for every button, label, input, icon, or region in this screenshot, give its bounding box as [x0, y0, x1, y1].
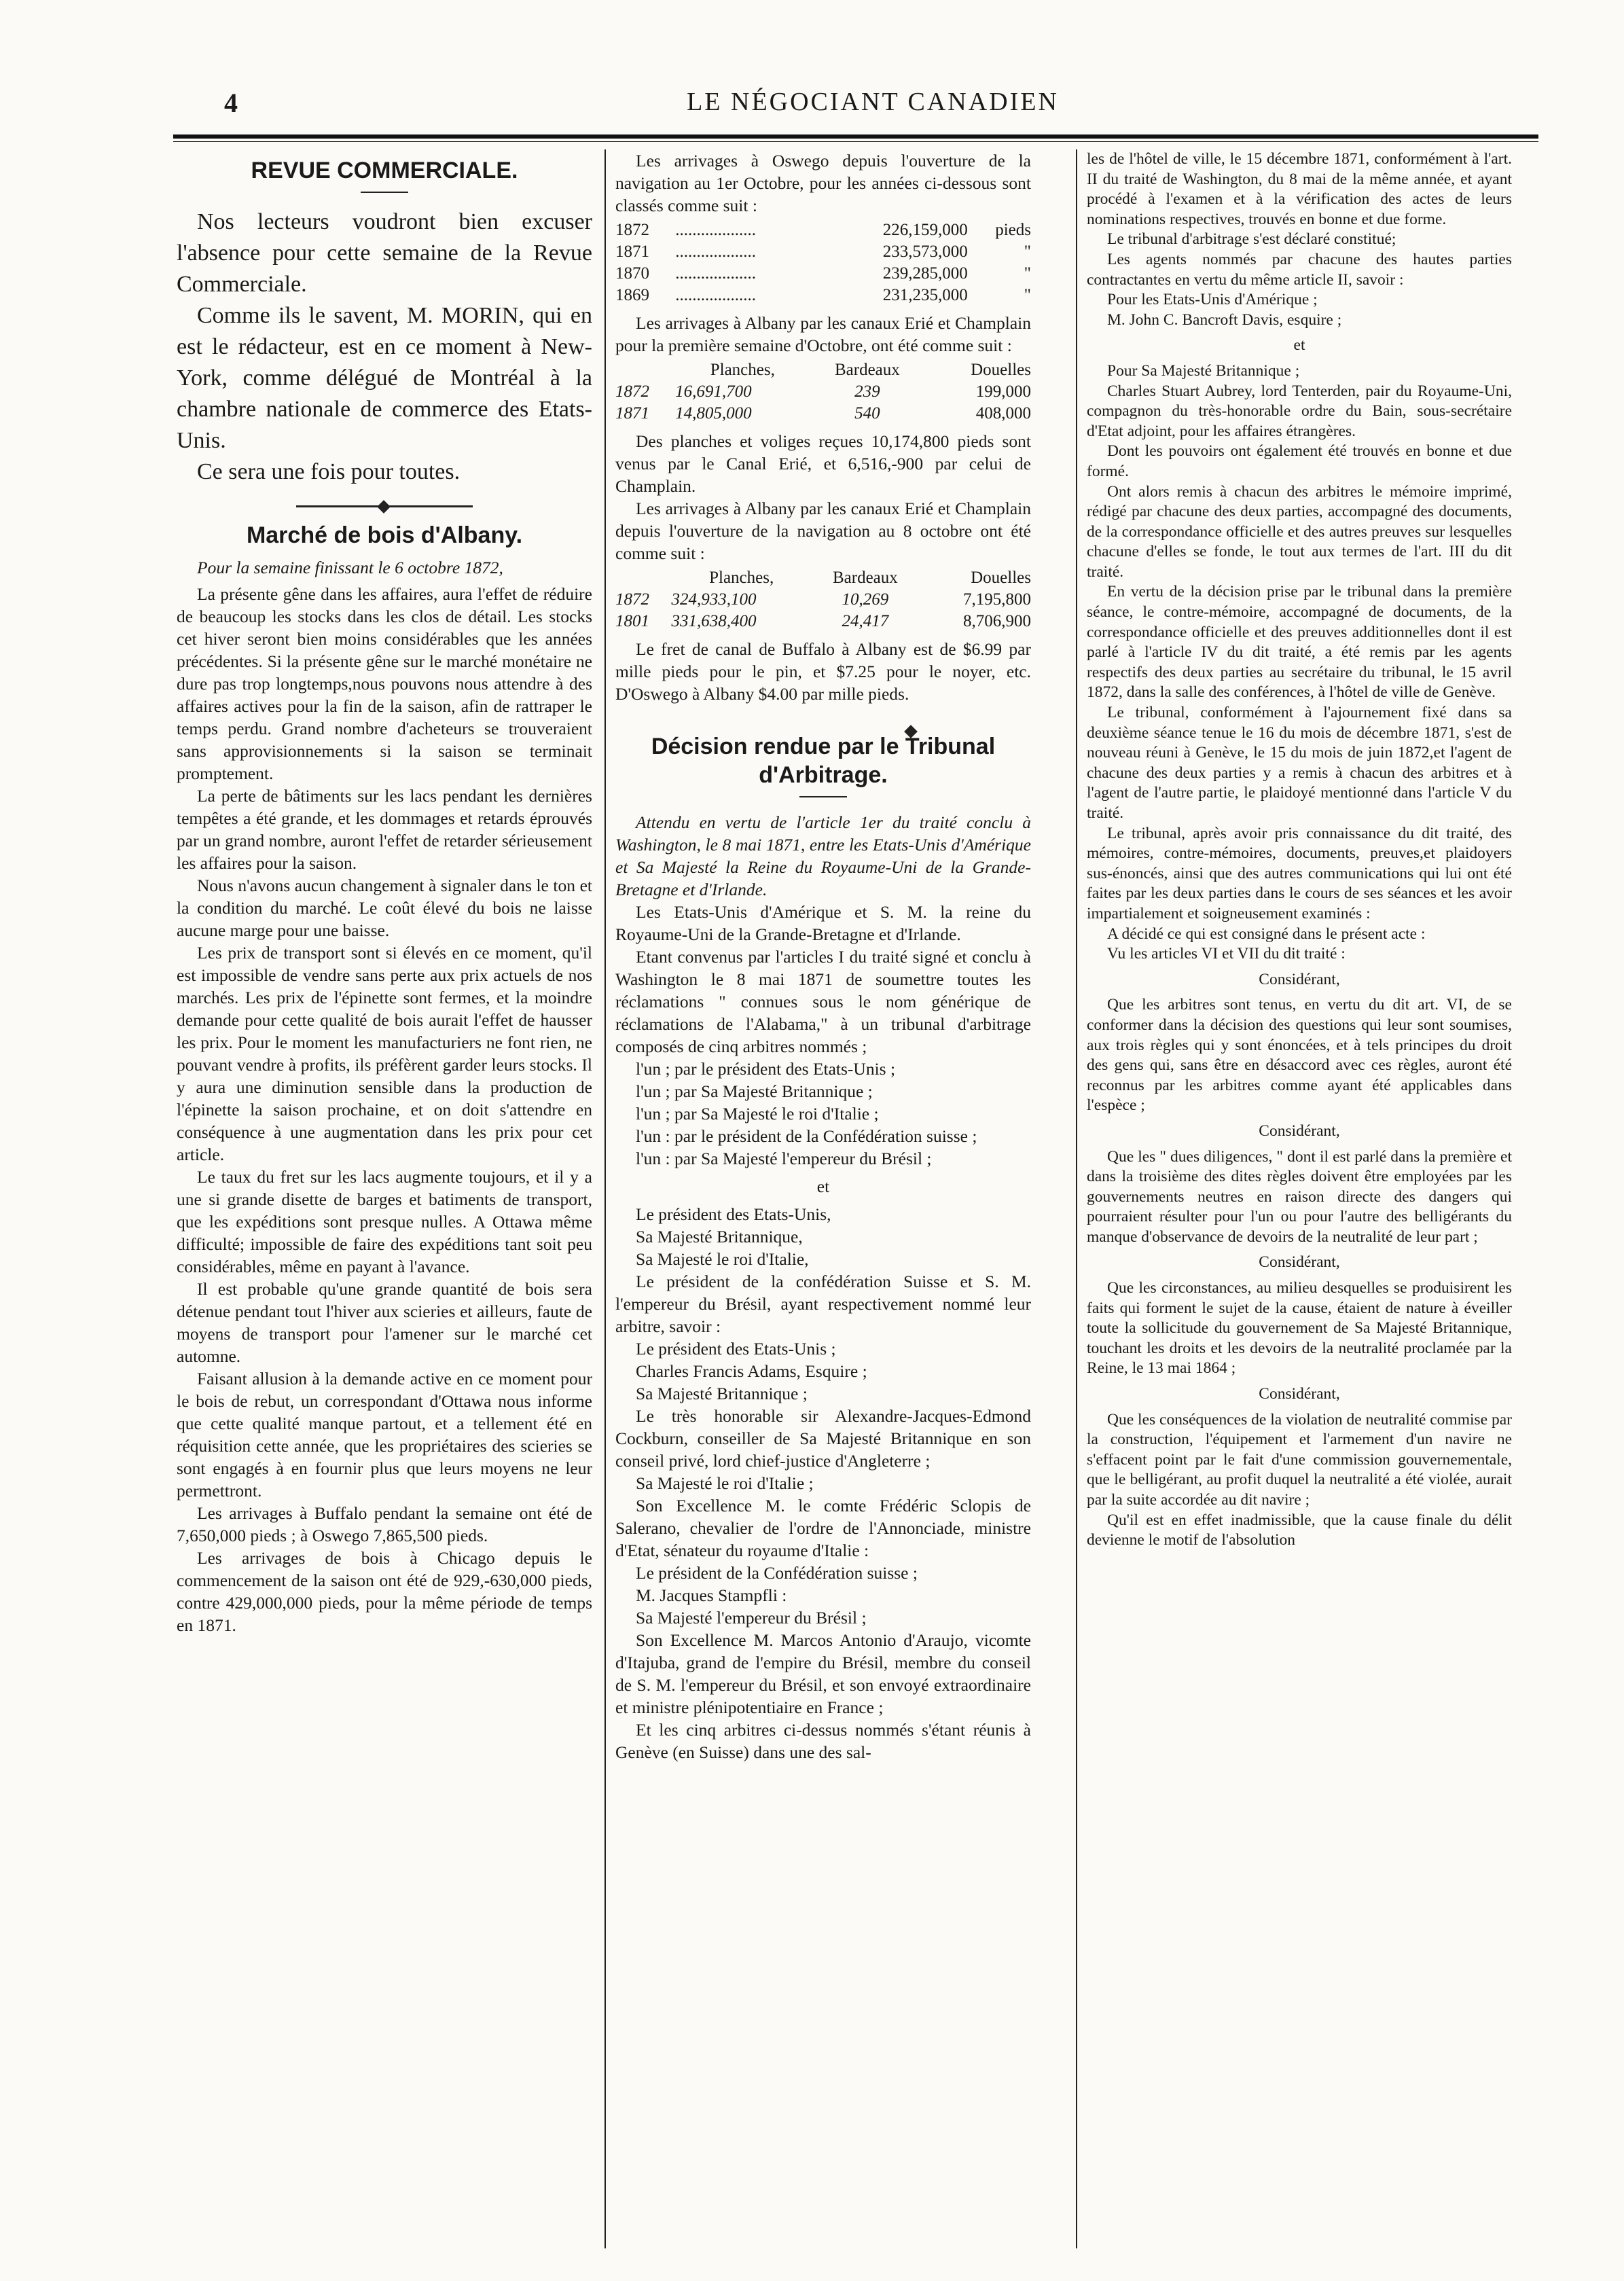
article-paragraph: Charles Stuart Aubrey, lord Tenterden, pair du Royaume-Uni, compagnon du très-honorable ordre du Bain, sous-secrétaire d'Etat adjoint, pour les affaires étrangères.	[1087, 382, 1512, 440]
marche-title: Marché de bois d'Albany.	[246, 522, 523, 548]
fret-paragraph: Le fret de canal de Buffalo à Albany est de $6.99 par mille pieds pour le pin, et $7.25 pour le noyer, etc. D'Oswego à Albany $4.00 par mille pieds.	[615, 639, 1031, 704]
article-paragraph: Qu'il est en effet inadmissible, que la cause finale du délit devienne le motif de l'absolution	[1087, 1511, 1512, 1549]
albany-week-intro: Les arrivages à Albany par les canaux Erié et Champlain pour la première semaine d'Octobre, ont été comme suit :	[615, 313, 1031, 355]
article-paragraph: Nous n'avons aucun changement à signaler dans le ton et la condition du marché. Le coût élevé du bois ne laisse aucune marge pour une baisse.	[177, 876, 592, 940]
table-cell: 14,805,000	[675, 404, 752, 423]
list-item: Charles Francis Adams, Esquire ;	[636, 1361, 867, 1381]
article-paragraph: Ont alors remis à chacun des arbitres le mémoire imprimé, rédigé par chacune des deux parties, accompagné des documents, de la correspondance officielle et des autres preuves sur lesquelles chacune d'elles se fonde, le tout aux termes de l'art. III du dit traité.	[1087, 482, 1512, 581]
article-paragraph: Il est probable qu'une grande quantité de bois sera détenue pendant tout l'hiver aux scieries et ailleurs, faute de moyens de transport pour l'amener sur le marché cet automne.	[177, 1279, 592, 1366]
revue-paragraph: Comme ils le savent, M. MORIN, qui en est le rédacteur, est en ce moment à New-York, comme délégué de Montréal à la chambre nationale de commerce des Etats-Unis.	[177, 303, 592, 453]
article-paragraph: Sa Majesté l'empereur du Brésil ;	[636, 1608, 867, 1628]
decision-title: Décision rendue par le Tribunal	[651, 734, 996, 759]
table-header-row	[615, 359, 1031, 381]
table-row	[615, 219, 1031, 241]
article-paragraph: M. John C. Bancroft Davis, esquire ;	[1107, 310, 1342, 329]
albany-week-table	[615, 359, 1031, 425]
article-paragraph: Faisant allusion à la demande active en ce moment pour le bois de rebut, un correspondant d'Ottawa nous informe que cette qualité manque partout, et a tellement été en réquisition cette année, que les propriétaires des scieries se sont engagés à en fournir plus que leurs moyens ne leur permettront.	[177, 1369, 592, 1501]
albany-season-intro: Les arrivages à Albany par les canaux Erié et Champlain depuis l'ouverture de la navigation au 8 octobre ont été comme suit :	[615, 499, 1031, 563]
list-item: l'un ; par Sa Majesté le roi d'Italie ;	[636, 1104, 879, 1124]
list-item: Le président des Etats-Unis ;	[636, 1339, 836, 1359]
article-paragraph: Que les conséquences de la violation de neutralité commise par la construction, l'équipement et l'armement d'un navire ne s'effacent point par le fait d'une commission gouvernementale, que le belligérant, au profit duquel la neutralité a été violée, aurait par la suite accordée au dit navire ;	[1087, 1410, 1512, 1509]
table-cell: 1872	[615, 221, 649, 239]
article-paragraph: Le taux du fret sur les lacs augmente toujours, et il y a une si grande disette de barges et batiments de transport, que les expéditions sont presque nulles. A Ottawa même difficulté; impossible de faire des expéditions tant soit peu considérables, même en payant à l'avance.	[177, 1167, 592, 1276]
table-cell: 231,235,000	[882, 286, 968, 304]
page-number: 4	[224, 88, 238, 118]
article-paragraph: Que les " dues diligences, " dont il est parlé dans la première et dans la troisième des dites règles doivent être employées par les gouvernements neutres en raison directe des dangers qui pourraient résulter pour l'un ou pour l'autre des belligérants du manque d'observance de devoirs de la neutralité de leur part ;	[1087, 1147, 1512, 1246]
article-paragraph: Et les cinq arbitres ci-dessus nommés s'étant réunis à Genève (en Suisse) dans une des sal-	[615, 1720, 1031, 1762]
page-header	[224, 87, 1521, 128]
table-row	[615, 241, 1031, 263]
list-item: l'un ; par Sa Majesté Britannique ;	[636, 1081, 873, 1101]
list-item: Sa Majesté Britannique,	[636, 1227, 803, 1246]
header-rule	[173, 134, 1538, 139]
oswego-table	[615, 219, 1031, 306]
conjunction: et	[816, 1177, 830, 1196]
article-paragraph: M. Jacques Stampfli :	[636, 1585, 787, 1605]
table-row	[615, 381, 1031, 403]
table-header: Planches,	[709, 569, 774, 587]
header-rule-thin	[173, 141, 1538, 142]
article-paragraph: Le président de la Confédération suisse ;	[636, 1563, 918, 1583]
article-paragraph: Le tribunal, conformément à l'ajournement fixé dans sa deuxième séance tenue le 16 du mois de décembre 1871, s'est de nouveau réuni à Genève, le 15 du mois de juin 1872,et l'agent de chacune des deux parties y a remis à chacun des arbitres et à l'agent de l'autre partie, le plaidoyé mentionné dans l'article V du traité.	[1087, 704, 1512, 822]
table-row	[615, 403, 1031, 425]
table-cell: 226,159,000	[882, 221, 968, 239]
column-rule	[1076, 149, 1077, 2248]
list-item: Sa Majesté Britannique ;	[636, 1384, 808, 1403]
article-paragraph: Sa Majesté le roi d'Italie ;	[636, 1473, 814, 1493]
table-cell: 7,195,800	[963, 590, 1031, 609]
article-paragraph: Les agents nommés par chacune des hautes parties contractantes en vertu du même article II, savoir :	[1087, 250, 1512, 289]
planches-paragraph: Des planches et voliges reçues 10,174,800 pieds sont venus par le Canal Erié, et 6,516,-900 par celui de Champlain.	[615, 431, 1031, 496]
table-cell: ...................	[675, 286, 757, 304]
list-item: Sa Majesté le roi d'Italie,	[636, 1249, 809, 1269]
article-paragraph: Que les arbitres sont tenus, en vertu du dit art. VI, de se conformer dans la décision des questions qui leur sont soumises, aux trois règles qui y sont énoncées, et à tels principes du droit des gens qui, sans être en désaccord avec ces règles, auront été reconnus par les arbitres comme ayant été applicables dans l'espèce ;	[1087, 996, 1512, 1115]
revue-body	[177, 206, 592, 488]
table-cell: 8,706,900	[963, 612, 1031, 630]
table-header: Douelles	[971, 569, 1031, 587]
table-header-row	[615, 567, 1031, 589]
table-cell: 1872	[615, 590, 649, 609]
table-cell: "	[1024, 264, 1031, 283]
article-paragraph: Le président de la confédération Suisse et S. M. l'empereur du Brésil, ayant respectivement nommé leur arbitre, savoir :	[615, 1272, 1031, 1336]
oswego-intro: Les arrivages à Oswego depuis l'ouverture de la navigation au 1er Octobre, pour les années ci-dessous sont classés comme suit :	[615, 151, 1031, 215]
article-paragraph: Le tribunal d'arbitrage s'est déclaré constitué;	[1107, 230, 1396, 249]
considerant-heading: Considérant,	[1259, 1253, 1340, 1272]
conjunction: et	[1293, 336, 1305, 355]
table-header: Douelles	[971, 361, 1031, 379]
revue-title: REVUE COMMERCIALE.	[251, 158, 518, 183]
masthead: LE NÉGOCIANT CANADIEN	[687, 88, 1059, 116]
albany-season-table	[615, 567, 1031, 632]
article-paragraph: Les arrivages à Buffalo pendant la semaine ont été de 7,650,000 pieds ; à Oswego 7,865,500 pieds.	[177, 1503, 592, 1545]
article-paragraph: les de l'hôtel de ville, le 15 décembre 1871, conformément à l'art. II du traité de Washington, du 8 mai de la même année, et ayant procédé à l'examen et à la vérification des actes de leurs nominations respectives, trouvés en bonne et due forme.	[1087, 150, 1512, 228]
table-row	[615, 611, 1031, 632]
column-2	[615, 149, 1031, 2248]
article-paragraph: A décidé ce qui est consigné dans le présent acte :	[1107, 924, 1426, 943]
table-cell: 24,417	[842, 612, 889, 630]
considerant-heading: Considérant,	[1259, 1385, 1340, 1403]
article-paragraph: Pour Sa Majesté Britannique ;	[1107, 361, 1300, 380]
table-cell: 408,000	[975, 404, 1031, 423]
table-row	[615, 589, 1031, 611]
article-paragraph: Vu les articles VI et VII du dit traité :	[1107, 945, 1346, 963]
section-ornament	[296, 505, 473, 507]
table-cell: 1869	[615, 286, 649, 304]
table-cell: 540	[854, 404, 880, 423]
table-cell: 1871	[615, 243, 649, 261]
table-cell: 324,933,100	[671, 590, 757, 609]
article-paragraph: Que les circonstances, au milieu desquelles se produisirent les faits qui forment le sujet de la cause, étaient de nature à éveiller toute la sollicitude du gouvernement de Sa Majesté Britannique, touchant les droits et les devoirs de la neutralité proclamée par la Reine, le 13 mai 1864 ;	[1087, 1279, 1512, 1378]
table-cell: 1871	[615, 404, 649, 423]
considerant-heading: Considérant,	[1259, 970, 1340, 988]
table-cell: 199,000	[975, 382, 1031, 401]
decision-title-line2: d'Arbitrage.	[759, 762, 888, 788]
table-cell: ...................	[675, 264, 757, 283]
table-cell: 239	[854, 382, 880, 401]
table-cell: 16,691,700	[675, 382, 752, 401]
table-cell: pieds	[995, 221, 1031, 239]
table-cell: 10,269	[842, 590, 889, 609]
revue-paragraph: Nos lecteurs voudront bien excuser l'absence pour cette semaine de la Revue Commerciale.	[177, 209, 592, 297]
article-paragraph: Les Etats-Unis d'Amérique et S. M. la reine du Royaume-Uni de la Grande-Bretagne et d'Irlande.	[615, 902, 1031, 944]
article-paragraph: Le très honorable sir Alexandre-Jacques-Edmond Cockburn, conseiller de Sa Majesté Britannique en son conseil privé, lord chief-justice d'Angleterre ;	[615, 1406, 1031, 1471]
article-paragraph: Les prix de transport sont si élevés en ce moment, qu'il est impossible de vendre sans perte aux prix actuels de nos marchés. Les prix de l'épinette sont fermes, et la moindre demande pour cette qualité de bois aurait l'effet de hausser les prix. Pour le moment les manufacturiers ne font rien, ne pouvant vendre à profits, ils préfèrent garder leurs stocks. Il y aura une diminution sensible dans la production de l'épinette la saison prochaine, et on doit s'attendre en conséquence à une augmentation dans les prix pour cet article.	[177, 943, 592, 1164]
table-cell: 331,638,400	[671, 612, 757, 630]
table-cell: 1870	[615, 264, 649, 283]
article-paragraph: Le tribunal, après avoir pris connaissance du dit traité, des mémoires, contre-mémoires, documents, preuves,et plaidoyers sus-énoncés, ainsi que des autres communications qui lui ont été faites par les deux parties dans le cours de ses séances et les avoir impartialement et soigneusement examinés :	[1087, 824, 1512, 922]
table-cell: 233,573,000	[882, 243, 968, 261]
article-paragraph: Pour les Etats-Unis d'Amérique ;	[1107, 291, 1318, 309]
list-item: l'un ; par le président des Etats-Unis ;	[636, 1059, 896, 1079]
table-cell: "	[1024, 286, 1031, 304]
decision-intro: Attendu en vertu de l'article 1er du traité conclu à Washington, le 8 mai 1871, entre les Etats-Unis d'Amérique et Sa Majesté la Reine du Royaume-Uni de la Grande-Bretagne et d'Irlande.	[615, 812, 1031, 899]
table-header: Bardeaux	[832, 569, 898, 587]
table-cell: ...................	[675, 243, 757, 261]
section-rule	[799, 796, 847, 797]
column-3	[1087, 149, 1512, 2248]
list-item: Le président des Etats-Unis,	[636, 1204, 831, 1224]
column-1	[177, 149, 592, 2248]
article-paragraph: En vertu de la décision prise par le tribunal dans la première séance, le contre-mémoire, accompagné de documents, de la correspondance officielle et des preuves additionnelles dont il est parlé à l'article IV du dit traité, a été remis par les agents respectifs des deux parties au secrétaire du tribunal, le 15 avril 1872, dans la salle des conférences, à l'hôtel de ville de Genève.	[1087, 583, 1512, 702]
table-cell: ...................	[675, 221, 757, 239]
table-header: Bardeaux	[834, 361, 900, 379]
article-paragraph: La perte de bâtiments sur les lacs pendant les dernières tempêtes a été grande, et les dommages et retards éprouvés par un grand nombre, auront l'effet de retarder sérieusement les affaires pour la saison.	[177, 786, 592, 873]
table-header: Planches,	[710, 361, 775, 379]
section-rule	[361, 192, 408, 193]
marche-dateline: Pour la semaine finissant le 6 octobre 1872,	[197, 558, 503, 577]
table-cell: 1872	[615, 382, 649, 401]
considerant-heading: Considérant,	[1259, 1121, 1340, 1140]
table-row	[615, 285, 1031, 306]
revue-paragraph: Ce sera une fois pour toutes.	[197, 459, 461, 484]
column-rule	[605, 149, 606, 2248]
table-cell: "	[1024, 243, 1031, 261]
table-row	[615, 263, 1031, 285]
list-item: l'un : par le président de la Confédération suisse ;	[636, 1126, 977, 1146]
table-cell: 1801	[615, 612, 649, 630]
article-paragraph: Dont les pouvoirs ont également été trouvés en bonne et due formé.	[1087, 442, 1512, 480]
article-paragraph: Son Excellence M. le comte Frédéric Sclopis de Salerano, chevalier de l'ordre de l'Annonciade, ministre d'Etat, sénateur du royaume d'Italie :	[615, 1496, 1031, 1560]
article-paragraph: Etant convenus par l'articles I du traité signé et conclu à Washington le 8 mai 1871 de soumettre toutes les réclamations " connues sous le nom générique de réclamations de l'Alabama," à un tribunal d'arbitrage composés de cinq arbitres nommés ;	[615, 947, 1031, 1056]
list-item: l'un : par Sa Majesté l'empereur du Brésil ;	[636, 1149, 932, 1168]
article-paragraph: Son Excellence M. Marcos Antonio d'Araujo, vicomte d'Itajuba, grand de l'empire du Brésil, membre du conseil de S. M. l'empereur du Brésil, et son envoyé extraordinaire et ministre plénipotentiaire en France ;	[615, 1630, 1031, 1717]
article-paragraph: Les arrivages de bois à Chicago depuis le commencement de la saison ont été de 929,-630,000 pieds, contre 429,000,000 pieds, pour la même période de temps en 1871.	[177, 1548, 592, 1635]
table-cell: 239,285,000	[882, 264, 968, 283]
article-paragraph: La présente gêne dans les affaires, aura l'effet de réduire de beaucoup les stocks dans les clos de détail. Les stocks cet hiver seront bien moins considérables que les années précédentes. Si la présente gêne sur le marché monétaire ne dure pas trop longtemps,nous pouvons nous attendre à des affaires actives pour la fin de la saison, afin de rattraper le temps perdu. Grand nombre d'acheteurs se trouveraient sans approvisionnements si la saison se terminait promptement.	[177, 584, 592, 783]
